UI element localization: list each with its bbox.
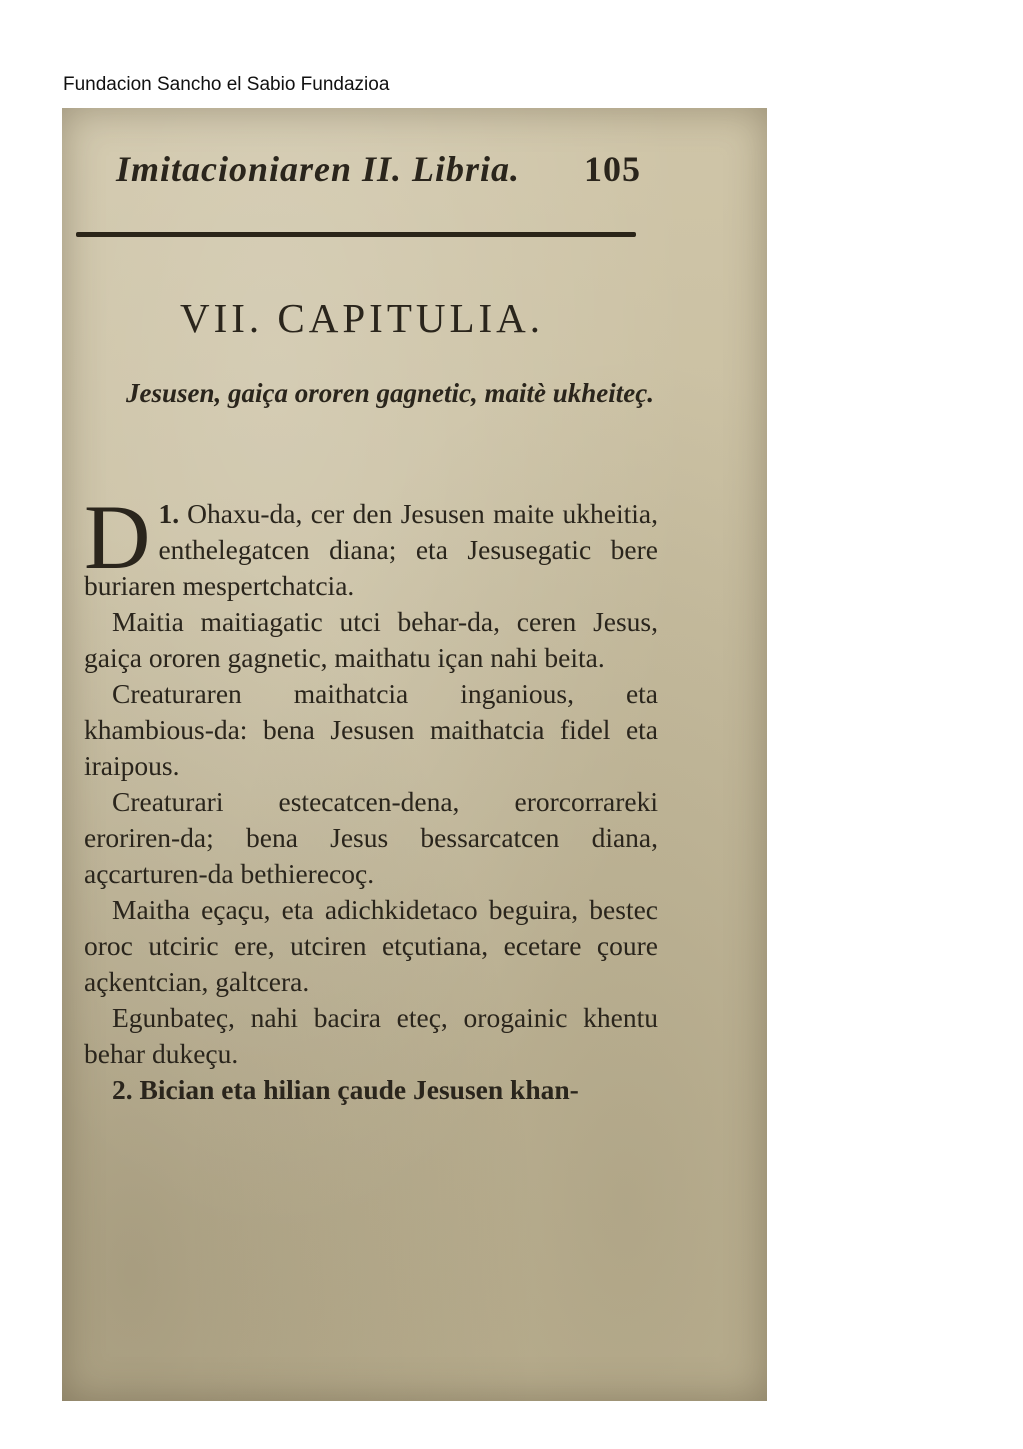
paragraph-5: Maitha eçaçu, eta adichkidetaco beguira, bestec oroc utciric ere, utciren etçutiana, ecetare çoure açkentcian, galtcera. xyxy=(84,894,658,997)
running-title: Imitacioniaren II. Libria. xyxy=(116,149,521,189)
chapter-subtitle: Jesusen, gaiça ororen gagnetic, maitè ukheiteç. xyxy=(126,378,654,408)
paragraph-1-text: Ohaxu-da, cer den Jesusen maite ukheitia, enthelegatcen diana; eta Jesusegatic bere buriaren mespertchatcia. xyxy=(84,498,658,601)
paragraph-2: Maitia maitiagatic utci behar-da, ceren Jesus, gaiça ororen gagnetic, maithatu içan nahi beita. xyxy=(84,606,658,673)
paragraph-3: Creaturaren maithatcia inganious, eta khambious-da: bena Jesusen maithatcia fidel eta iraipous. xyxy=(84,678,658,781)
paragraph-6: Egunbateç, nahi bacira eteç, orogainic khentu behar dukeçu. xyxy=(84,1002,658,1069)
chapter-title: VII. CAPITULIA. xyxy=(180,295,545,341)
header-rule xyxy=(76,232,636,237)
page-number: 105 xyxy=(584,149,641,189)
paragraph-1 xyxy=(84,486,658,604)
scanned-book-page xyxy=(62,108,767,1401)
verse-number: 1. xyxy=(158,498,180,529)
running-head xyxy=(116,148,716,190)
source-header: Fundacion Sancho el Sabio Fundazioa xyxy=(63,74,390,95)
paragraph-7: 2. Bician eta hilian çaude Jesusen khan- xyxy=(112,1074,579,1105)
drop-cap: D xyxy=(84,486,151,588)
paragraph-4: Creaturari estecatcen-dena, erorcorrareki eroriren-da; bena Jesus bessarcatcen diana, açcarturen-da bethierecoç. xyxy=(84,786,658,889)
body-text xyxy=(84,486,658,1108)
